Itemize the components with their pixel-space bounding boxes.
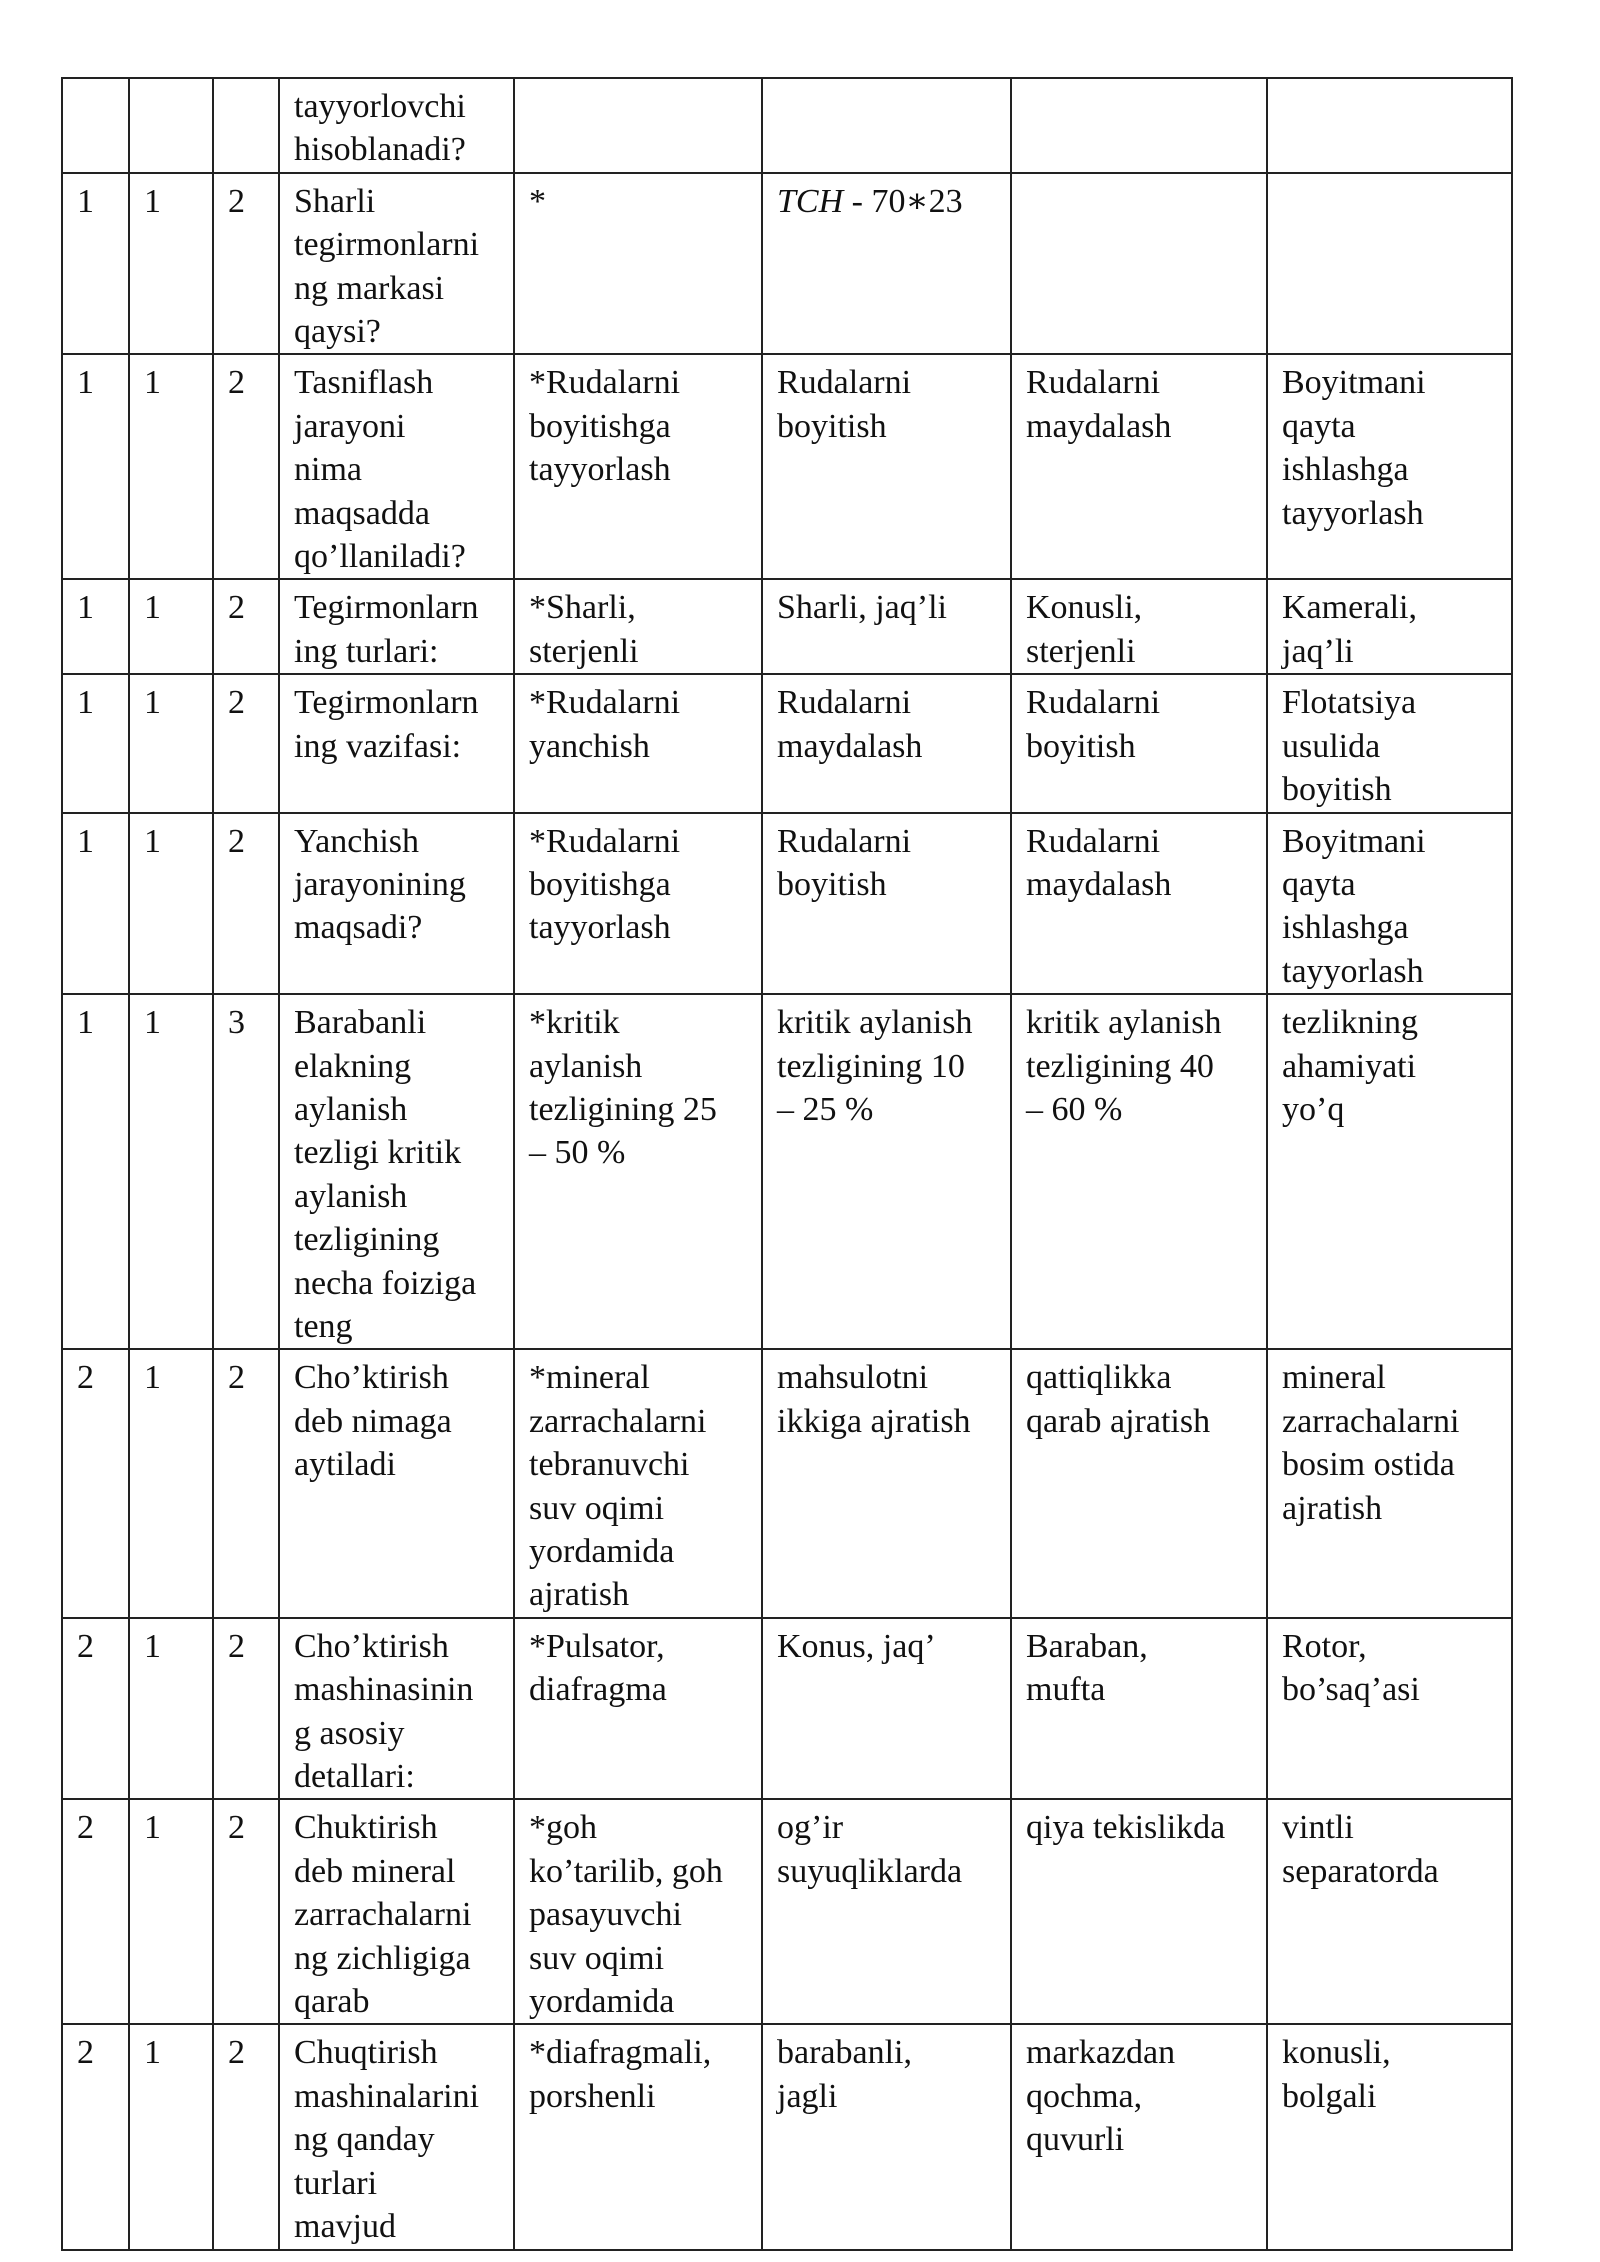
cell-line: tezligining 25 <box>529 1090 717 1128</box>
index-cell-3: 2 <box>213 579 279 674</box>
cell-line: tezligi kritik <box>294 1134 462 1172</box>
cell-line: *diafragmali, <box>529 2034 712 2072</box>
answer-correct-cell <box>514 354 762 579</box>
cell-line: maydalash <box>777 727 923 765</box>
answer-cell-4 <box>1267 354 1512 579</box>
cell-line: yordamida <box>529 1533 675 1570</box>
answer-cell-2 <box>762 354 1011 579</box>
index-cell-1: 1 <box>62 994 129 1349</box>
cell-line: ing turlari: <box>294 632 439 670</box>
answer-correct-cell <box>514 1618 762 1800</box>
cell-line: tebranuvchi <box>529 1446 690 1484</box>
cell-line: qarab <box>294 1983 370 2021</box>
table-row <box>62 78 1512 173</box>
answer-cell-4 <box>1267 579 1512 674</box>
question-cell <box>279 994 514 1349</box>
index-cell-1: 2 <box>62 1799 129 2024</box>
table-row <box>62 674 1512 812</box>
table-row <box>62 1618 1512 1800</box>
cell-line: usulida <box>1282 727 1381 765</box>
cell-line: Flotatsiya <box>1282 684 1417 722</box>
cell-line: bosim ostida <box>1282 1446 1455 1484</box>
cell-line: separatorda <box>1282 1852 1439 1890</box>
index-cell-1: 2 <box>62 2024 129 2249</box>
table-row <box>62 579 1512 674</box>
cell-line: mavjud <box>294 2208 396 2246</box>
index-cell-1: 1 <box>62 813 129 995</box>
cell-line: barabanli, <box>777 2034 912 2072</box>
cell-line: Chuktirish <box>294 1809 438 1847</box>
cell-line: mashinalarini <box>294 2077 480 2115</box>
formula <box>777 180 998 223</box>
cell-line: suv oqimi <box>529 1489 665 1527</box>
index-cell-3: 2 <box>213 813 279 995</box>
index-cell-2: 1 <box>129 579 213 674</box>
cell-line: ajratish <box>1282 1489 1383 1527</box>
cell-line: mufta <box>1026 1671 1106 1709</box>
index-cell-3: 2 <box>213 173 279 355</box>
cell-line: diafragma <box>529 1671 667 1709</box>
index-cell-2 <box>129 78 213 173</box>
answer-correct-cell <box>514 1799 762 2024</box>
cell-line: porshenli <box>529 2077 656 2115</box>
question-cell <box>279 173 514 355</box>
answer-cell-3 <box>1011 78 1267 173</box>
index-cell-2: 1 <box>129 1618 213 1800</box>
answer-correct-cell <box>514 674 762 812</box>
index-cell-1 <box>62 78 129 173</box>
cell-line: teng <box>294 1307 353 1345</box>
answer-correct-cell <box>514 1349 762 1617</box>
cell-line: Rudalarni <box>1026 822 1161 860</box>
cell-line: tezligining 40 <box>1026 1047 1214 1085</box>
cell-line: ing vazifasi: <box>294 727 462 765</box>
cell-line: mineral <box>1282 1359 1386 1397</box>
cell-line: tayyorlovchi <box>294 88 466 125</box>
cell-line: jarayonining <box>294 865 466 903</box>
answer-cell-3 <box>1011 1799 1267 2024</box>
table-row <box>62 1799 1512 2024</box>
cell-line: jagli <box>777 2077 838 2115</box>
index-cell-3: 2 <box>213 1799 279 2024</box>
cell-line: Sharli, jaq’li <box>777 589 947 627</box>
cell-line: ahamiyati <box>1282 1047 1417 1085</box>
answer-correct-cell <box>514 579 762 674</box>
cell-line: aytiladi <box>294 1446 396 1484</box>
question-cell <box>279 2024 514 2249</box>
cell-line: maydalash <box>1026 407 1172 445</box>
cell-line: sterjenli <box>1026 632 1136 670</box>
cell-line: g asosiy <box>294 1714 405 1752</box>
cell-line: mashinasinin <box>294 1671 474 1709</box>
question-cell <box>279 813 514 995</box>
cell-line: qaysi? <box>294 313 381 351</box>
cell-line: qochma, <box>1026 2077 1143 2115</box>
index-cell-2: 1 <box>129 813 213 995</box>
cell-line: zarrachalarni <box>529 1402 707 1440</box>
cell-line: Cho’ktirish <box>294 1359 449 1397</box>
cell-line: – 60 % <box>1026 1090 1123 1128</box>
cell-line: Sharli <box>294 182 376 220</box>
cell-line: boyitishga <box>529 407 671 445</box>
cell-line: *Rudalarni <box>529 684 681 722</box>
table-row <box>62 994 1512 1349</box>
cell-line: Rudalarni <box>1026 364 1161 402</box>
cell-line: boyitish <box>1026 727 1136 765</box>
table-row <box>62 354 1512 579</box>
question-cell <box>279 1349 514 1617</box>
answer-correct-cell <box>514 173 762 355</box>
cell-line: elakning <box>294 1047 412 1085</box>
cell-line: bolgali <box>1282 2077 1377 2115</box>
cell-line: suv oqimi <box>529 1939 665 1977</box>
cell-line: yordamida <box>529 1983 675 2021</box>
index-cell-2: 1 <box>129 1799 213 2024</box>
cell-line: kritik aylanish <box>1026 1004 1222 1042</box>
index-cell-3: 2 <box>213 354 279 579</box>
cell-line: tezlikning <box>1282 1004 1418 1042</box>
cell-line: Boyitmani <box>1282 822 1426 860</box>
answer-correct-cell <box>514 813 762 995</box>
cell-line: *Sharli, <box>529 589 636 627</box>
cell-line: Konus, jaq’ <box>777 1627 936 1665</box>
cell-line: jaq’li <box>1282 632 1354 670</box>
cell-line: kritik aylanish <box>777 1004 973 1042</box>
answer-cell-2 <box>762 2024 1011 2249</box>
answer-correct-cell <box>514 994 762 1349</box>
cell-line: qarab ajratish <box>1026 1402 1211 1440</box>
cell-line: boyitish <box>1282 771 1392 809</box>
cell-line: quvurli <box>1026 2121 1125 2159</box>
cell-line: * <box>529 182 546 220</box>
quiz-table-body <box>62 78 1512 2250</box>
cell-line: ng zichligiga <box>294 1939 471 1977</box>
cell-line: yo’q <box>1282 1090 1345 1128</box>
cell-line: boyitish <box>777 865 887 903</box>
quiz-table <box>61 77 1513 2251</box>
cell-line: – 50 % <box>529 1134 626 1172</box>
cell-line: – 25 % <box>777 1090 874 1128</box>
cell-line: mahsulotni <box>777 1359 929 1397</box>
cell-line: nima <box>294 451 362 489</box>
cell-line: Konusli, <box>1026 589 1143 627</box>
table-row <box>62 173 1512 355</box>
cell-line: bo’saq’asi <box>1282 1671 1420 1709</box>
answer-cell-4 <box>1267 813 1512 995</box>
cell-line: Tegirmonlarn <box>294 684 479 722</box>
cell-line: Tegirmonlarn <box>294 589 479 627</box>
answer-cell-2 <box>762 173 1011 355</box>
answer-cell-4 <box>1267 173 1512 355</box>
answer-cell-4 <box>1267 1799 1512 2024</box>
cell-line: qo’llaniladi? <box>294 538 466 576</box>
answer-cell-3 <box>1011 1349 1267 1617</box>
cell-line: ishlashga <box>1282 451 1409 489</box>
cell-line: qiya tekislikda <box>1026 1809 1226 1847</box>
answer-cell-4 <box>1267 78 1512 173</box>
question-cell <box>279 674 514 812</box>
cell-line: sterjenli <box>529 632 639 670</box>
answer-cell-2 <box>762 813 1011 995</box>
cell-line: ikkiga ajratish <box>777 1402 971 1440</box>
cell-line: suyuqliklarda <box>777 1852 963 1890</box>
cell-line: maqsadda <box>294 494 430 532</box>
answer-cell-2 <box>762 1799 1011 2024</box>
cell-line: konusli, <box>1282 2034 1391 2072</box>
cell-line: tayyorlash <box>529 909 671 947</box>
cell-line: tezligining <box>294 1221 440 1259</box>
cell-line: Chuqtirish <box>294 2034 438 2072</box>
cell-line: tayyorlash <box>529 451 671 489</box>
cell-line: tayyorlash <box>1282 952 1424 990</box>
answer-cell-2 <box>762 78 1011 173</box>
cell-line: aylanish <box>529 1047 643 1085</box>
cell-line: Rotor, <box>1282 1627 1367 1665</box>
table-row <box>62 1349 1512 1617</box>
cell-line: markazdan <box>1026 2034 1176 2072</box>
cell-line: ko’tarilib, goh <box>529 1852 723 1890</box>
cell-line: *Pulsator, <box>529 1627 665 1665</box>
index-cell-3: 2 <box>213 1618 279 1800</box>
cell-line: qayta <box>1282 407 1356 445</box>
formula-dash: - <box>851 182 863 220</box>
answer-cell-3 <box>1011 173 1267 355</box>
question-cell <box>279 78 514 173</box>
cell-line: *Rudalarni <box>529 822 681 860</box>
cell-line: detallari: <box>294 1758 415 1796</box>
cell-line: zarrachalarni <box>1282 1402 1460 1440</box>
cell-line: Barabanli <box>294 1004 427 1042</box>
cell-line: *kritik <box>529 1004 620 1042</box>
answer-cell-4 <box>1267 2024 1512 2249</box>
cell-line: boyitish <box>777 407 887 445</box>
index-cell-1: 1 <box>62 354 129 579</box>
cell-line: deb nimaga <box>294 1402 452 1440</box>
index-cell-1: 2 <box>62 1618 129 1800</box>
index-cell-1: 1 <box>62 579 129 674</box>
answer-cell-2 <box>762 1349 1011 1617</box>
answer-cell-3 <box>1011 1618 1267 1800</box>
answer-cell-4 <box>1267 674 1512 812</box>
answer-cell-2 <box>762 579 1011 674</box>
cell-line: Boyitmani <box>1282 364 1426 402</box>
cell-line: vintli <box>1282 1809 1354 1847</box>
answer-cell-2 <box>762 994 1011 1349</box>
index-cell-3: 2 <box>213 2024 279 2249</box>
index-cell-3: 2 <box>213 1349 279 1617</box>
cell-line: Rudalarni <box>777 822 912 860</box>
cell-line: turlari <box>294 2164 378 2202</box>
cell-line: Rudalarni <box>1026 684 1161 722</box>
answer-cell-3 <box>1011 354 1267 579</box>
cell-line: necha foiziga <box>294 1264 477 1302</box>
answer-cell-3 <box>1011 813 1267 995</box>
cell-line: aylanish <box>294 1090 408 1128</box>
question-cell <box>279 1618 514 1800</box>
cell-line: pasayuvchi <box>529 1896 682 1934</box>
cell-line: ishlashga <box>1282 909 1409 947</box>
answer-cell-4 <box>1267 1618 1512 1800</box>
cell-line: Rudalarni <box>777 684 912 722</box>
cell-line: zarrachalarni <box>294 1896 472 1934</box>
answer-cell-3 <box>1011 674 1267 812</box>
cell-line: Cho’ktirish <box>294 1627 449 1665</box>
cell-line: *mineral <box>529 1359 650 1397</box>
cell-line: maydalash <box>1026 865 1172 903</box>
cell-line: Kamerali, <box>1282 589 1417 627</box>
cell-line: Baraban, <box>1026 1627 1148 1665</box>
cell-line: *Rudalarni <box>529 364 681 402</box>
answer-cell-3 <box>1011 994 1267 1349</box>
index-cell-2: 1 <box>129 1349 213 1617</box>
cell-line: aylanish <box>294 1177 408 1215</box>
cell-line: tegirmonlarni <box>294 226 480 264</box>
index-cell-3: 3 <box>213 994 279 1349</box>
index-cell-2: 1 <box>129 674 213 812</box>
question-cell <box>279 579 514 674</box>
table-row <box>62 2024 1512 2249</box>
cell-line: ajratish <box>529 1576 630 1614</box>
question-cell <box>279 1799 514 2024</box>
cell-line: deb mineral <box>294 1852 456 1890</box>
answer-cell-2 <box>762 1618 1011 1800</box>
index-cell-3 <box>213 78 279 173</box>
question-cell <box>279 354 514 579</box>
answer-cell-4 <box>1267 994 1512 1349</box>
formula-prefix: TCH <box>777 182 844 220</box>
answer-correct-cell <box>514 78 762 173</box>
answer-cell-3 <box>1011 2024 1267 2249</box>
cell-line: og’ir <box>777 1809 844 1847</box>
table-row <box>62 813 1512 995</box>
index-cell-2: 1 <box>129 354 213 579</box>
cell-line: hisoblanadi? <box>294 131 466 169</box>
cell-line: *goh <box>529 1809 597 1847</box>
index-cell-1: 1 <box>62 674 129 812</box>
cell-line: tezligining 10 <box>777 1047 965 1085</box>
cell-line: yanchish <box>529 727 650 765</box>
answer-cell-2 <box>762 674 1011 812</box>
index-cell-2: 1 <box>129 994 213 1349</box>
answer-cell-3 <box>1011 579 1267 674</box>
cell-line: Rudalarni <box>777 364 912 402</box>
cell-line: tayyorlash <box>1282 494 1424 532</box>
cell-line: boyitishga <box>529 865 671 903</box>
answer-correct-cell <box>514 2024 762 2249</box>
index-cell-1: 2 <box>62 1349 129 1617</box>
index-cell-2: 1 <box>129 2024 213 2249</box>
cell-line: jarayoni <box>294 407 406 445</box>
formula-value: 70∗23 <box>871 182 963 220</box>
index-cell-1: 1 <box>62 173 129 355</box>
cell-line: ng markasi <box>294 269 445 307</box>
cell-line: Tasniflash <box>294 364 434 402</box>
cell-line: ng qanday <box>294 2121 435 2159</box>
cell-line: maqsadi? <box>294 909 423 947</box>
answer-cell-4 <box>1267 1349 1512 1617</box>
cell-line: Yanchish <box>294 822 420 860</box>
cell-line: qayta <box>1282 865 1356 903</box>
index-cell-2: 1 <box>129 173 213 355</box>
index-cell-3: 2 <box>213 674 279 812</box>
cell-line: qattiqlikka <box>1026 1359 1172 1397</box>
